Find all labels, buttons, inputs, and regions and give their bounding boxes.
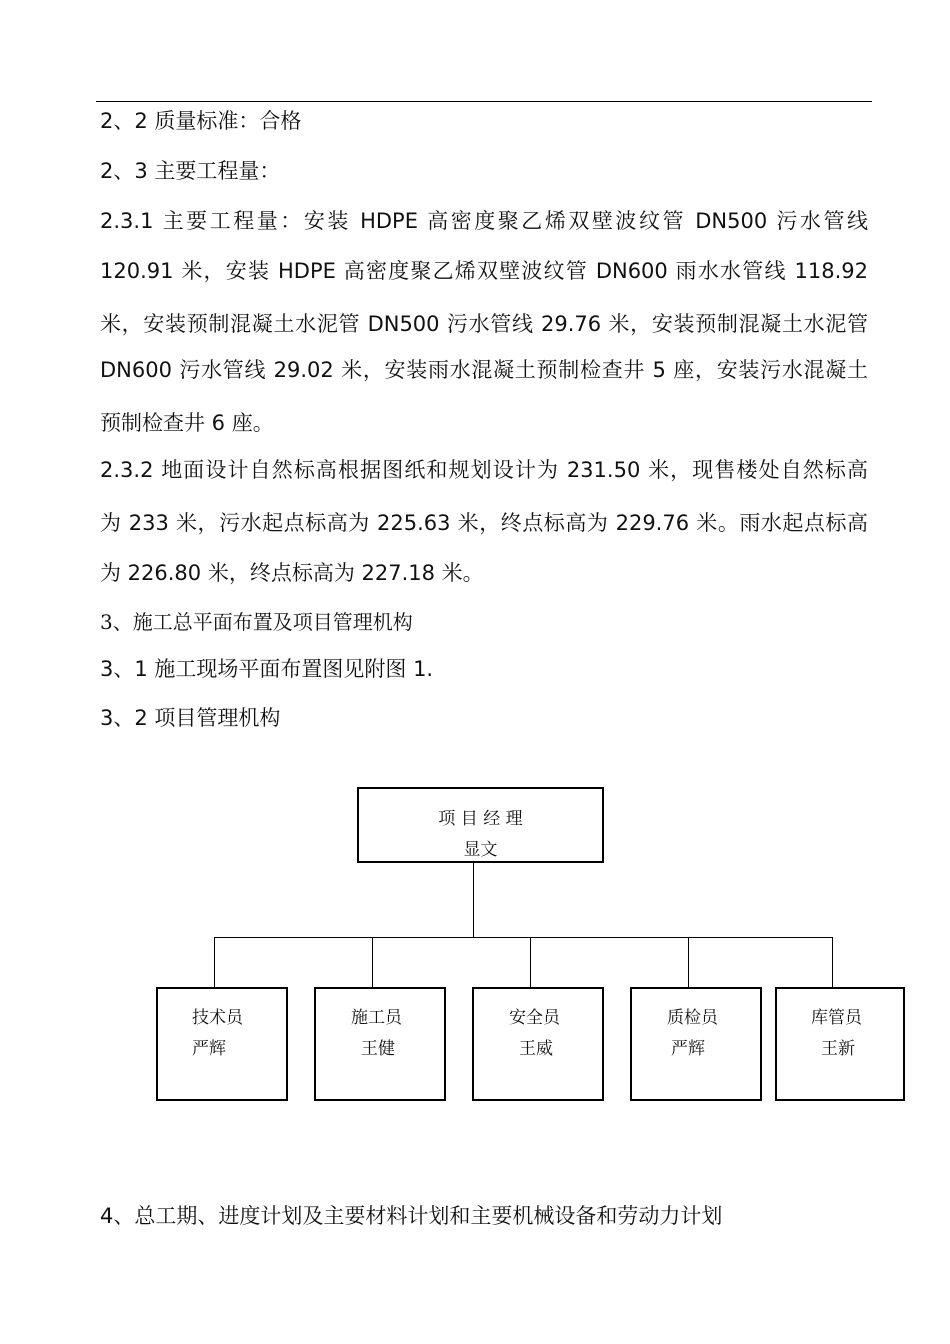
org-staff-title: 质检员 [667, 1008, 718, 1028]
org-manager-name: 显文 [463, 840, 498, 860]
header-rule [96, 101, 872, 102]
line-2-3-1-d: DN600 污水管线 29.02 米，安装雨水混凝土预制检查井 5 座，安装污水混凝土 [100, 358, 868, 382]
org-manager-title: 项 目 经 理 [438, 809, 523, 829]
org-connector-5 [832, 937, 833, 987]
org-staff-name: 王新 [821, 1039, 855, 1059]
line-3-2: 3、2 项目管理机构 [100, 706, 281, 730]
line-2-3-1-e: 预制检查井 6 座。 [100, 411, 274, 435]
org-box-safety-officer [472, 987, 604, 1101]
org-connector-4 [688, 937, 689, 987]
line-main-quantities-heading: 2、3 主要工程量： [100, 159, 281, 183]
section-4-heading: 4、总工期、进度计划及主要材料计划和主要机械设备和劳动力计划 [100, 1204, 723, 1228]
line-2-3-1-b: 120.91 米，安装 HDPE 高密度聚乙烯双壁波纹管 DN600 雨水水管线 118.92 [100, 259, 868, 283]
org-connector-3 [530, 937, 531, 987]
org-box-quality-inspector [630, 987, 762, 1101]
line-2-3-1-c: 米，安装预制混凝土水泥管 DN500 污水管线 29.76 米，安装预制混凝土水泥管 [100, 312, 868, 336]
line-2-3-2-a: 2.3.2 地面设计自然标高根据图纸和规划设计为 231.50 米，现售楼处自然标高 [100, 458, 868, 482]
line-2-3-2-b: 为 233 米，污水起点标高为 225.63 米，终点标高为 229.76 米。雨水起点标高 [100, 511, 868, 535]
line-quality-standard: 2、2 质量标准：合格 [100, 109, 302, 133]
org-box-technician [156, 987, 288, 1101]
org-staff-name: 王威 [519, 1039, 553, 1059]
org-connector-1 [214, 937, 215, 987]
org-box-warehouse-keeper [775, 987, 905, 1101]
org-box-constructor [314, 987, 446, 1101]
org-connector-2 [372, 937, 373, 987]
section-3-heading: 3、施工总平面布置及项目管理机构 [100, 610, 413, 634]
line-3-1: 3、1 施工现场平面布置图见附图 1. [100, 657, 434, 681]
org-staff-title: 施工员 [351, 1008, 402, 1028]
line-2-3-1-a: 2.3.1 主要工程量：安装 HDPE 高密度聚乙烯双壁波纹管 DN500 污水管线 [100, 209, 868, 233]
org-staff-title: 技术员 [192, 1008, 243, 1028]
org-connector-bar [214, 937, 832, 938]
org-box-manager [357, 787, 604, 863]
org-staff-name: 严辉 [192, 1039, 226, 1059]
org-connector-trunk [473, 863, 474, 937]
org-staff-title: 安全员 [509, 1008, 560, 1028]
org-staff-title: 库管员 [811, 1008, 862, 1028]
org-staff-name: 严辉 [671, 1039, 705, 1059]
line-2-3-2-c: 为 226.80 米，终点标高为 227.18 米。 [100, 561, 484, 585]
org-staff-name: 王健 [361, 1039, 395, 1059]
